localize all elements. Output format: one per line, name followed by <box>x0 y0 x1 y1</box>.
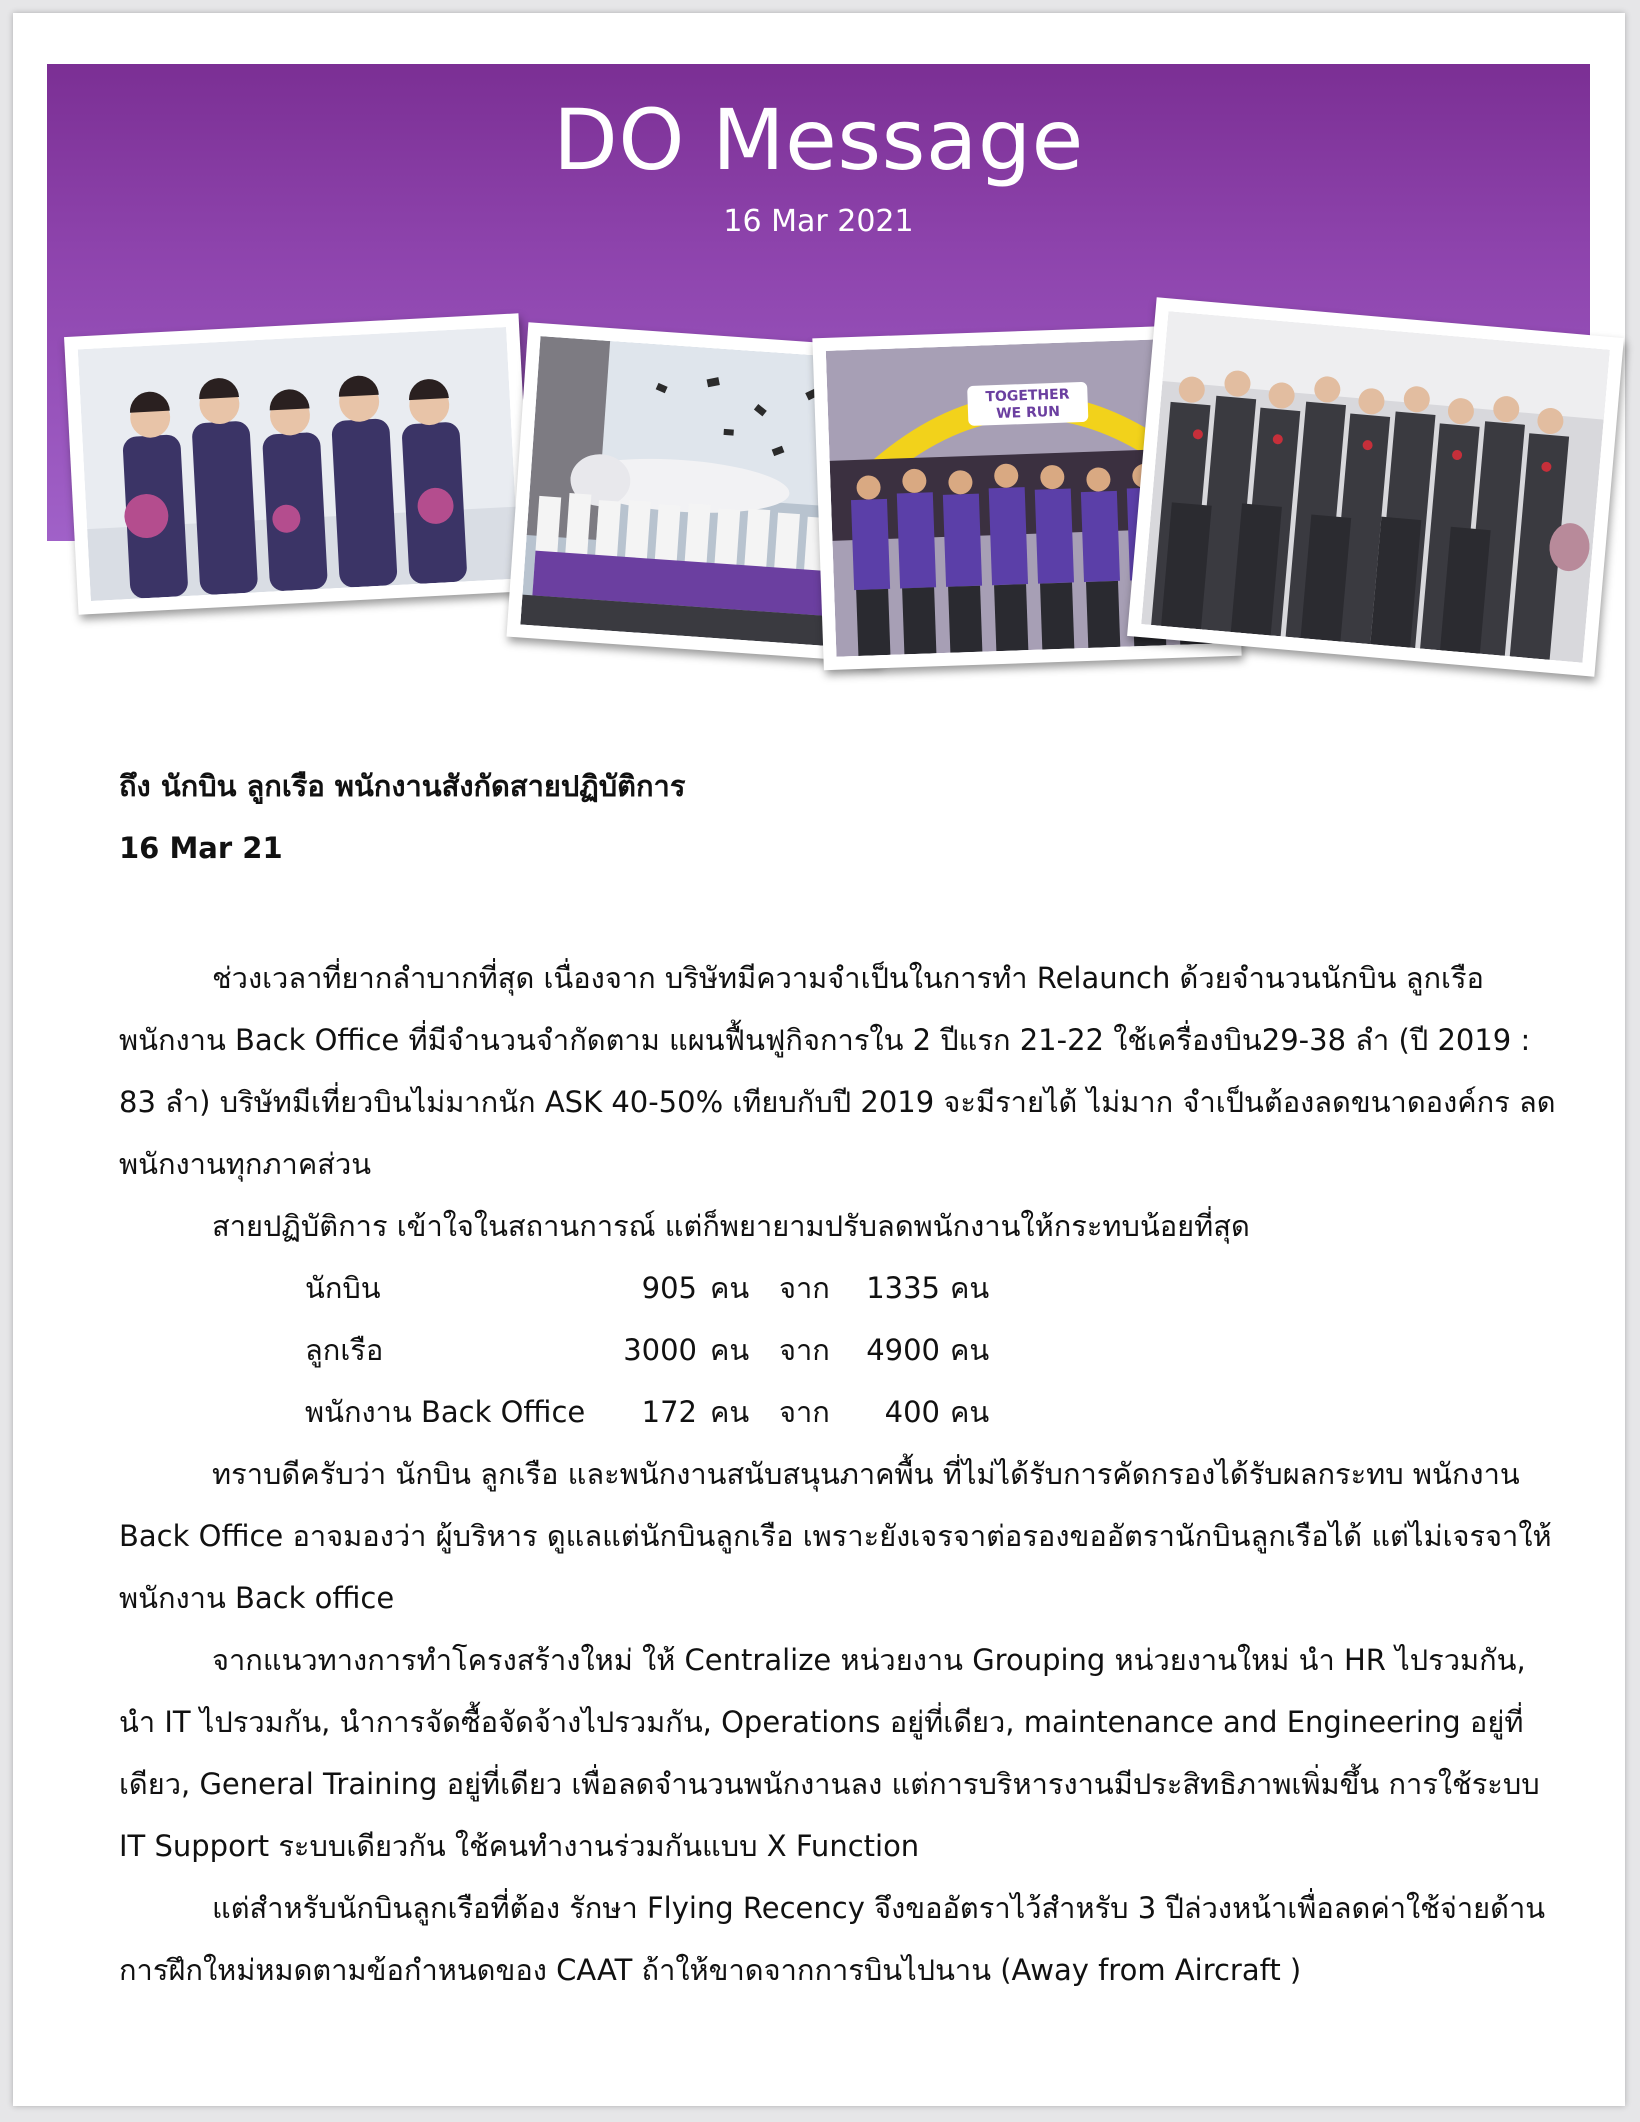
pilots-group-photo <box>1127 297 1624 677</box>
stat-unit: คน <box>710 1271 750 1305</box>
stat-row-pilots <box>305 1257 1559 1319</box>
stat-unit: คน <box>710 1395 750 1429</box>
paragraph-relaunch: ช่วงเวลาที่ยากลำบากที่สุด เนื่องจาก บริษัทมีความจำเป็นในการทำ Relaunch ด้วยจำนวนนักบิน ลูกเรือ พนักงาน Back Office ที่มีจำนวนจำกัดตาม แผนฟื้นฟูกิจการใน 2 ปีแรก 21-22 ใช้เครื่องบิน29-38 ลำ (ปี 2019 : 83 ลำ) บริษัทมีเที่ยวบินไม่มากนัก ASK 40-50% เทียบกับปี 2019 จะมีรายได้ ไม่มาก จำเป็นต้องลดขนาดองค์กร ลดพนักงานทุกภาคส่วน <box>119 961 1556 1181</box>
letter-body <box>119 755 1559 2001</box>
stat-unit: คน <box>710 1333 750 1367</box>
stat-label: นักบิน <box>305 1271 381 1305</box>
stat-now: 3000 <box>623 1333 697 1367</box>
stat-from: จาก <box>779 1395 830 1429</box>
paragraph-operations: สายปฏิบัติการ เข้าใจในสถานการณ์ แต่ก็พยายามปรับลดพนักงานให้กระทบน้อยที่สุด <box>212 1209 1250 1243</box>
recipient-line: ถึง นักบิน ลูกเรือ พนักงานสังกัดสายปฏิบัติการ <box>119 769 686 803</box>
stat-from: จาก <box>779 1333 830 1367</box>
letter-date: 16 Mar 21 <box>119 831 283 865</box>
svg-text:WE RUN: WE RUN <box>995 403 1061 423</box>
together-we-run-text: TOGETHER <box>985 386 1070 406</box>
stat-row-back-office <box>305 1381 1559 1443</box>
banner-date: 16 Mar 2021 <box>723 204 914 239</box>
stat-now: 905 <box>641 1271 697 1305</box>
stat-now: 172 <box>641 1395 697 1429</box>
stat-unit2: คน <box>950 1271 990 1305</box>
stat-unit2: คน <box>950 1333 990 1367</box>
document-page <box>13 13 1625 2106</box>
paragraph-restructure: จากแนวทางการทำโครงสร้างใหม่ ให้ Centralize หน่วยงาน Grouping หน่วยงานใหม่ นำ HR ไปรวมกัน, นำ IT ไปรวมกัน, นำการจัดซื้อจัดจ้างไปรวมกัน, Operations อยู่ที่เดียว, maintenance and Engineering อยู่ที่เดียว, General Training อยู่ที่เดียว เพื่อลดจำนวนพนักงานลง แต่การบริหารงานมีประสิทธิภาพเพิ่มขึ้น การใช้ระบบ IT Support ระบบเดียวกัน ใช้คนทำงานร่วมกันแบบ X Function <box>119 1643 1540 1863</box>
stat-label: ลูกเรือ <box>305 1333 384 1367</box>
stat-label: พนักงาน Back Office <box>305 1395 586 1429</box>
banner-title: DO Message <box>553 91 1084 189</box>
stat-unit2: คน <box>950 1395 990 1429</box>
stat-base: 400 <box>884 1395 940 1429</box>
staff-reduction-table <box>305 1257 1559 1443</box>
paragraph-back-office: ทราบดีครับว่า นักบิน ลูกเรือ และพนักงานสนับสนุนภาคพื้น ที่ไม่ได้รับการคัดกรองได้รับผลกระทบ พนักงาน Back Office อาจมองว่า ผู้บริหาร ดูแลแต่นักบินลูกเรือ เพราะยังเจรจาต่อรองขออัตรานักบินลูกเรือได้ แต่ไม่เจรจาให้พนักงาน Back office <box>119 1457 1552 1615</box>
stat-row-cabin-crew <box>305 1319 1559 1381</box>
stat-base: 4900 <box>866 1333 940 1367</box>
paragraph-flying-recency: แต่สำหรับนักบินลูกเรือที่ต้อง รักษา Flying Recency จึงขออัตราไว้สำหรับ 3 ปีล่วงหน้าเพื่อลดค่าใช้จ่ายด้านการฝึกใหม่หมดตามข้อกำหนดของ CAAT ถ้าให้ขาดจากการบินไปนาน (Away from Aircraft ) <box>119 1891 1546 1987</box>
cabin-crew-photo <box>64 313 533 614</box>
stat-base: 1335 <box>866 1271 940 1305</box>
stat-from: จาก <box>779 1271 830 1305</box>
